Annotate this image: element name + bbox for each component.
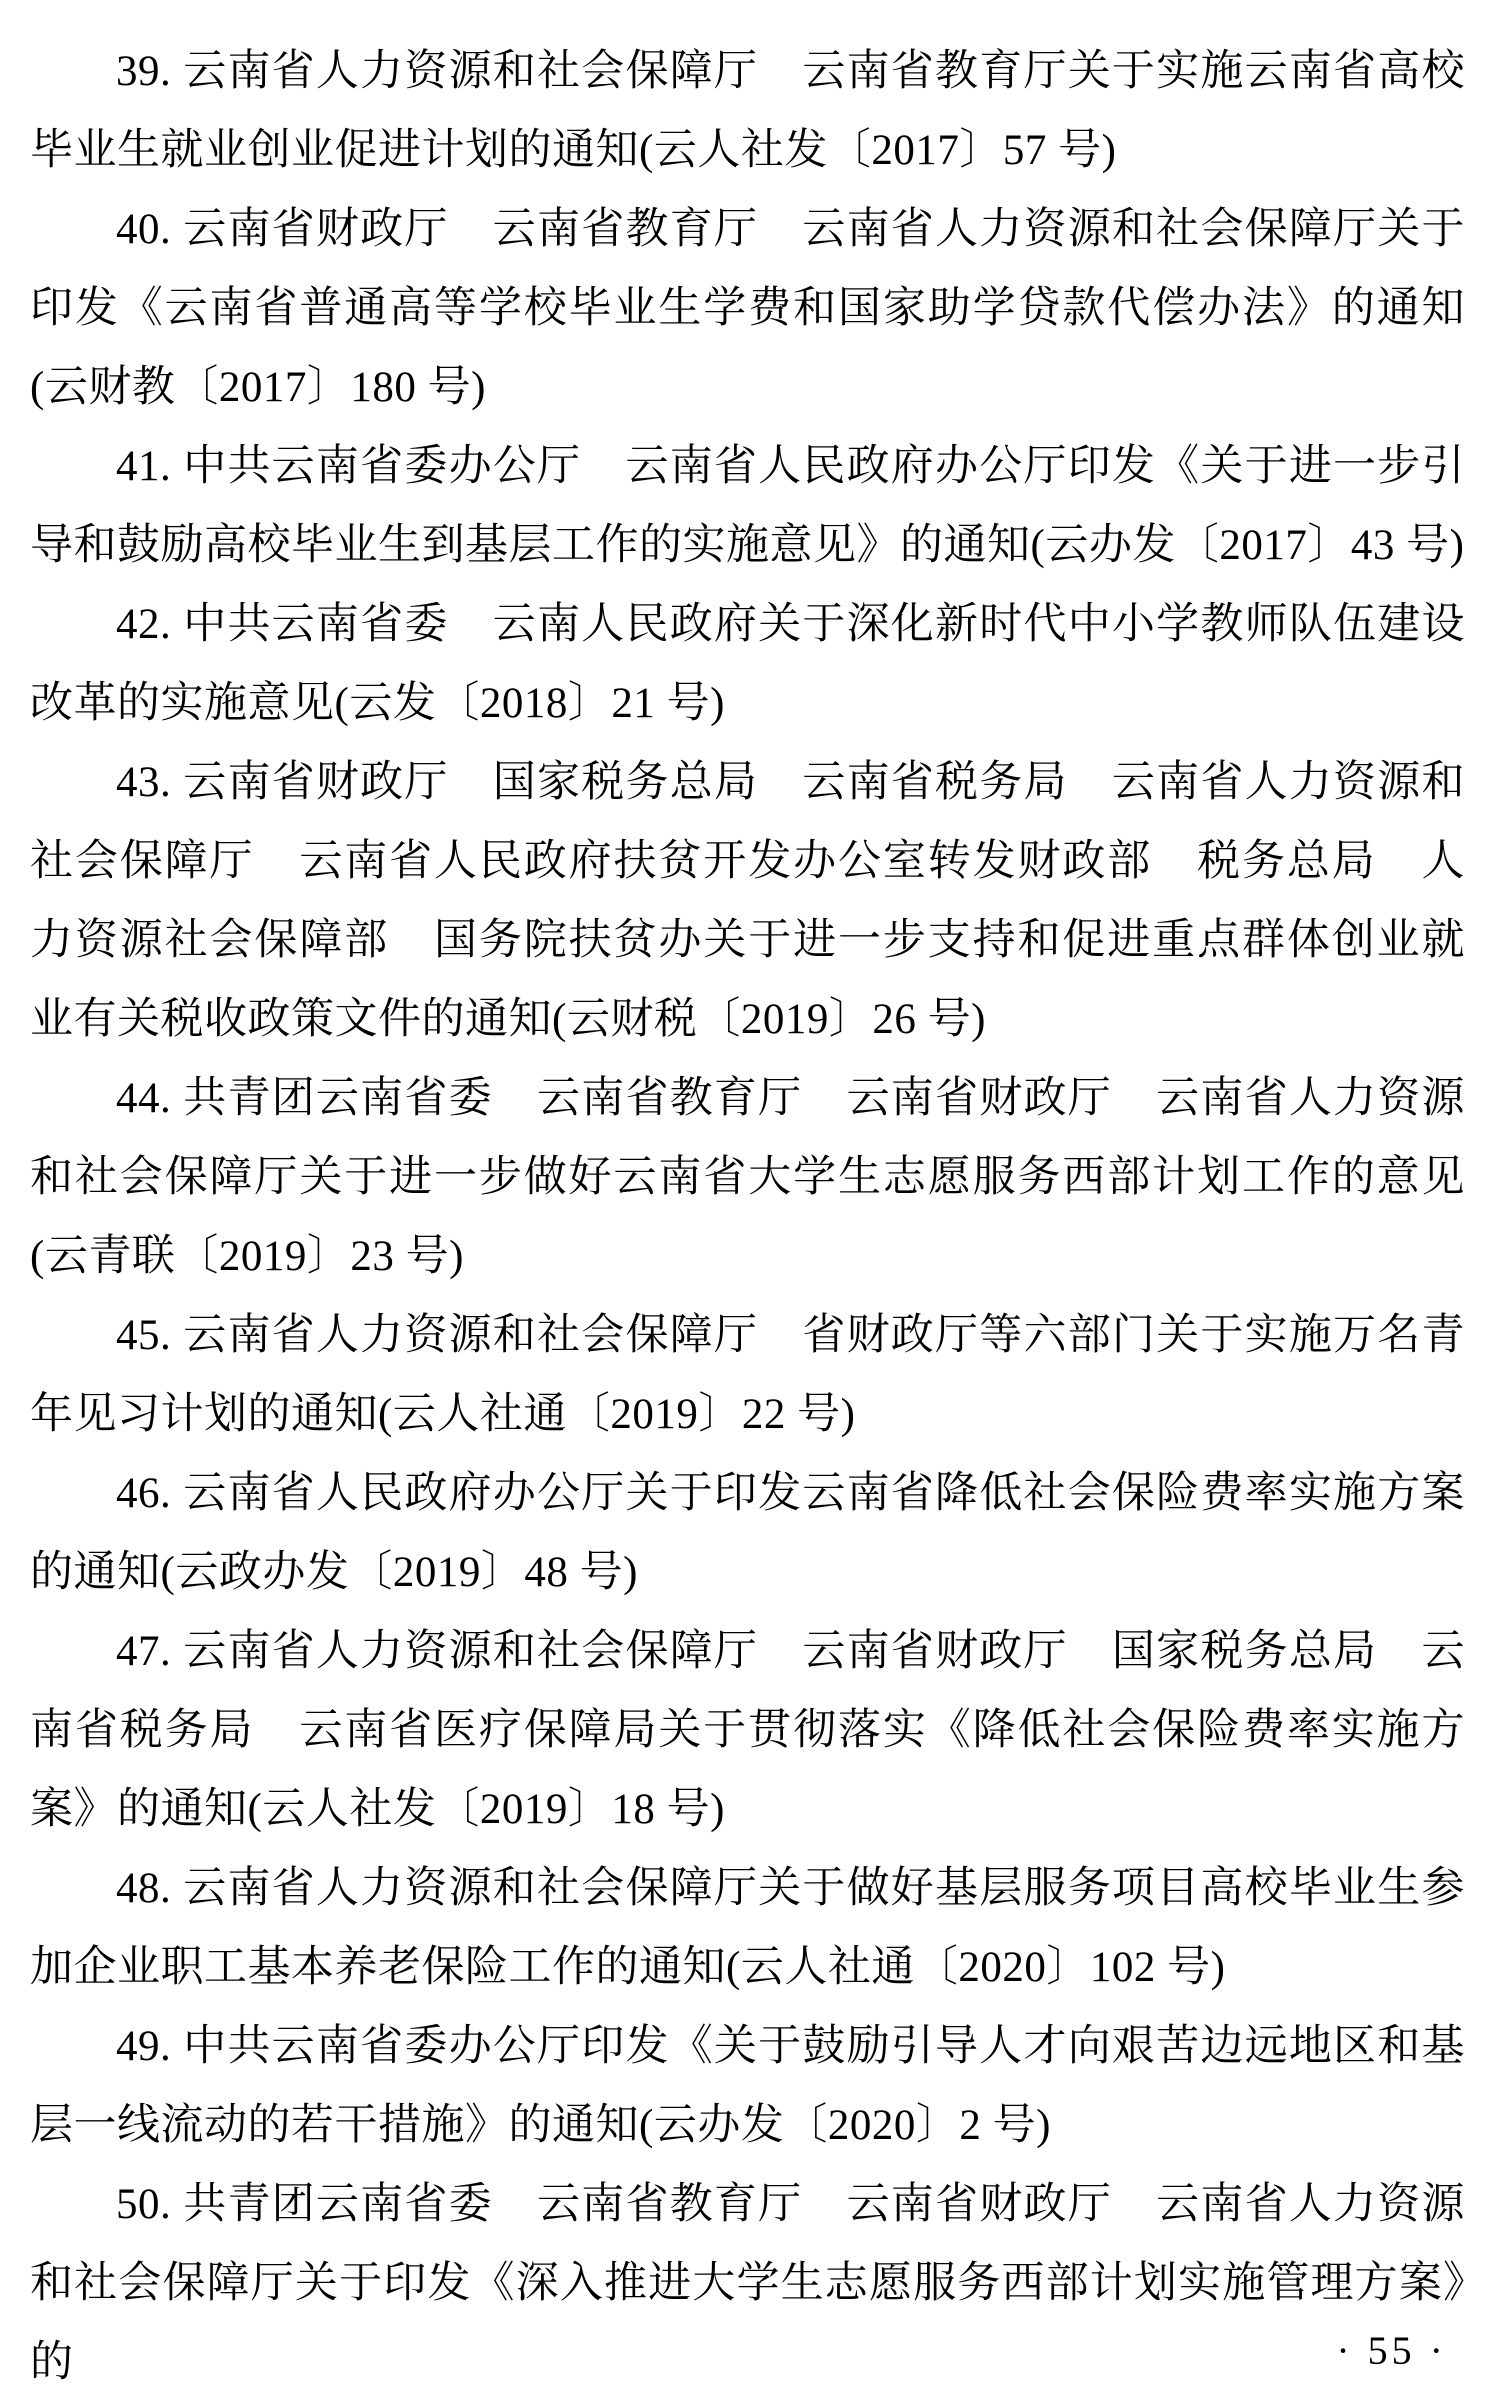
catalog-item-47: 47. 云南省人力资源和社会保障厅 云南省财政厅 国家税务总局 云南省税务局 云南省医疗保障局关于贯彻落实《降低社会保险费率实施方案》的通知(云人社发〔2019〕18 号)	[30, 1628, 1465, 1833]
catalog-item-42: 42. 中共云南省委 云南人民政府关于深化新时代中小学教师队伍建设改革的实施意见(云发〔2018〕21 号)	[30, 601, 1465, 727]
catalog-item-43: 43. 云南省财政厅 国家税务总局 云南省税务局 云南省人力资源和社会保障厅 云南省人民政府扶贫开发办公室转发财政部 税务总局 人力资源社会保障部 国务院扶贫办关于进一步支持和促进重点群体创业就业有关税收政策文件的通知(云财税〔2019〕26 号)	[30, 759, 1465, 1043]
catalog-item-39: 39. 云南省人力资源和社会保障厅 云南省教育厅关于实施云南省高校毕业生就业创业促进计划的通知(云人社发〔2017〕57 号)	[30, 48, 1465, 174]
catalog-item-49: 49. 中共云南省委办公厅印发《关于鼓励引导人才向艰苦边远地区和基层一线流动的若干措施》的通知(云办发〔2020〕2 号)	[30, 2023, 1465, 2149]
catalog-item-44: 44. 共青团云南省委 云南省教育厅 云南省财政厅 云南省人力资源和社会保障厅关于进一步做好云南省大学生志愿服务西部计划工作的意见(云青联〔2019〕23 号)	[30, 1075, 1465, 1280]
catalog-item-41: 41. 中共云南省委办公厅 云南省人民政府办公厅印发《关于进一步引导和鼓励高校毕业生到基层工作的实施意见》的通知(云办发〔2017〕43 号)	[30, 443, 1465, 569]
catalog-item-50: 50. 共青团云南省委 云南省教育厅 云南省财政厅 云南省人力资源和社会保障厅关于印发《深入推进大学生志愿服务西部计划实施管理方案》的	[30, 2181, 1465, 2386]
page-number: · 55 ·	[1336, 2328, 1447, 2373]
catalog-item-48: 48. 云南省人力资源和社会保障厅关于做好基层服务项目高校毕业生参加企业职工基本养老保险工作的通知(云人社通〔2020〕102 号)	[30, 1865, 1465, 1991]
catalog-item-40: 40. 云南省财政厅 云南省教育厅 云南省人力资源和社会保障厅关于印发《云南省普通高等学校毕业生学费和国家助学贷款代偿办法》的通知(云财教〔2017〕180 号)	[30, 206, 1465, 411]
catalog-item-46: 46. 云南省人民政府办公厅关于印发云南省降低社会保险费率实施方案的通知(云政办发〔2019〕48 号)	[30, 1470, 1465, 1596]
catalog-item-45: 45. 云南省人力资源和社会保障厅 省财政厅等六部门关于实施万名青年见习计划的通知(云人社通〔2019〕22 号)	[30, 1312, 1465, 1438]
